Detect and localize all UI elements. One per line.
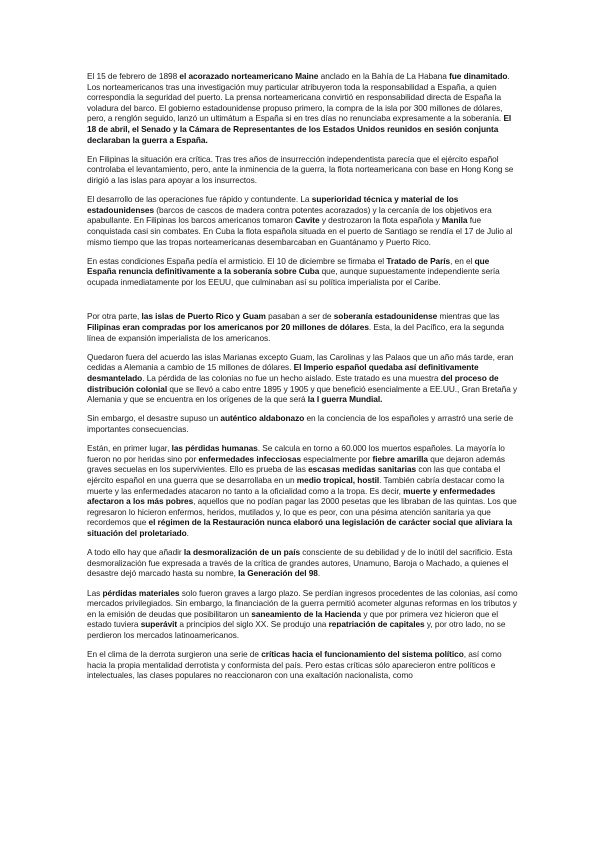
text-run: . [186,527,189,538]
bold-text: críticas hacia el funcionamiento del sistema político [261,649,464,660]
bold-text: las islas de Puerto Rico y Guam [141,311,266,322]
bold-text: la I guerra Mundial. [307,394,383,405]
bold-text: superioridad técnica y material de los estadounidenses [87,194,459,215]
bold-text: fiebre amarilla [372,453,428,464]
bold-text: superávit [140,619,178,630]
text-run: con las que contaba el ejército español en una guerra que se desarrollaba en un [87,464,501,485]
text-run: . También cabría destacar como la muerte y las enfermedades atacaron no tanto a la oficialidad como a la tropa. Es decir, [87,474,505,496]
paragraph [87,588,520,641]
text-run: , así como hacia la propia mentalidad derrotista y conformista del país. Pero estas críticas sólo aparecieron entre políticos e intelectuales, las clases populares no reaccionaron con una exaltación nacionalista, como [87,649,502,681]
text-run: . La pérdida de las colonias no fue un hecho aislado. Este tratado es una muestra [142,373,441,384]
bold-text: fue dinamitado [449,71,508,81]
text-run: En el clima de la derrota surgieron una serie de [87,649,262,660]
paragraph [87,194,520,247]
text-run: El 15 de febrero de 1898 [87,71,180,81]
paragraph [87,311,520,343]
text-run: . Esta, la del Pacífico, era la segunda línea de expansión imperialista de los americanos. [87,322,504,343]
text-run: mientras que las [437,311,500,322]
bold-text: Manila [441,215,468,226]
bold-text: el acorazado norteamericano Maine [179,71,319,81]
text-run: que se llevó a cabo entre 1895 y 1905 y que benefició esencialmente a EE.UU., Gran Bretaña y Alemania y que se encuentra en los orígenes de la que será [87,383,518,405]
bold-text: Filipinas eran compradas por los americanos por 20 millones de dólares [87,322,369,333]
text-run: y, por otro lado, no se perdieron los mercados latinoamericanos. [87,619,506,640]
bold-text: soberanía estadounidense [333,311,438,322]
text-run: , en el [450,255,475,266]
bold-text: que España renuncia definitivamente a la soberanía sobre Cuba [87,255,490,277]
paragraph [87,352,520,405]
text-run: Quedaron fuera del acuerdo las islas Marianas excepto Guam, las Carolinas y las Palaos que un año más tarde, eran cedidas a Alemania a cambio de 15 millones de dólares. [87,351,514,373]
text-run: (barcos de cascos de madera contra potentes acorazados) y la cercanía de los objetivos era apabullante. En Filipinas los barcos americanos tomaron [87,204,492,226]
text-run: El desarrollo de las operaciones fue rápido y contundente. La [87,194,312,205]
text-run: En Filipinas la situación era crítica. Tras tres años de insurrección independentista parecía que el ejército español controlaba el levantamiento, pero, ante la inminencia de la guerra, la flota norteamericana con base en Hong Kong se dirigió a las islas para apoyar a los insurrectos. [87,153,514,185]
text-run: y destrozaron la flota española y [319,215,442,226]
text-run: Están, en primer lugar, [87,443,172,454]
text-run: Sin embargo, el desastre supuso un [87,413,221,424]
bold-text: pérdidas materiales [102,587,180,598]
text-run: Las [87,587,103,598]
bold-text: escasas medidas sanitarias [308,464,417,475]
text-run: que dejaron además graves secuelas en los supervivientes. Ello es prueba de las [87,453,506,475]
text-run: pasaban a ser de [265,311,334,322]
bold-text: medio tropical, hostil [296,474,380,485]
document-body [87,71,520,689]
paragraph [87,443,520,538]
paragraph [87,547,520,579]
text-run: a principios del siglo XX. Se produjo una [177,619,329,630]
bold-text: auténtico aldabonazo [220,413,305,424]
bold-text: las pérdidas humanas [171,443,258,454]
text-run: . [317,568,321,579]
bold-text: Tratado de París [386,255,451,266]
text-run: . Los norteamericanos tras una investigación muy particular atribuyeron toda la responsabilidad a España, a quien correspondía la seguridad del puerto. La prensa norteamericana convirtió en responsabilidad directa de España la voladura del barco. El gobierno estadounidense propuso primero, la compra de la isla por 300 millones de dólares, pero, a renglón seguido, lanzó un ultimátum a España si en tres días no renunciaba expresamente a la soberanía. [87,71,510,124]
text-run: . Se calcula en torno a 60.000 los muertos españoles. La mayoría lo fueron no por heridas sino por [87,443,505,464]
bold-text: el régimen de la Restauración nunca elaboró una legislación de carácter social que aliviara la situación del proletariado [87,517,513,538]
bold-text: la desmoralización de un país [183,547,301,558]
text-run: anclado en la Bahía de La Habana [318,71,450,81]
text-run: , aquellos que no podían pagar las 2000 pesetas que les libraban de las quintas. Los que regresaron lo hicieron enfermos, heridos, mutilados y, lo que es peor, con una pésima atención sanitaria ya que recordemos que [87,496,517,528]
text-run: fue conquistada casi sin combates. En Cuba la flota española situada en el puerto de Santiago se rendía el 17 de Julio al mismo tiempo que las tropas norteamericanas desembarcaban en Guantánamo y Puerto Rico. [87,215,513,247]
text-run: en la conciencia de los españoles y arrastró una serie de importantes consecuencias. [87,413,514,434]
paragraph [87,649,520,681]
text-run: A todo ello hay que añadir [87,547,184,558]
bold-text: El 18 de abril, el Senado y la Cámara de Representantes de los Estados Unidos reunidos en sesión conjunta declaraban la guerra a España. [87,113,512,145]
bold-text: enfermedades infecciosas [198,453,302,464]
text-run: Por otra parte, [87,311,142,322]
text-run: y que por primera vez hicieron que el estado tuviera [87,608,499,630]
bold-text: El Imperio español quedaba así definitivamente desmantelado [87,362,479,384]
text-run: En estas condiciones España pedía el armisticio. El 10 de diciembre se firmaba el [87,255,387,266]
text-run: especialmente por [301,453,373,464]
text-run: consciente de su debilidad y de lo inútil del sacrificio. Esta desmoralización fue expresada a través de la crítica de grandes autores, Unamuno, Baroja o Machado, a quienes el desastre dejó marcado hasta su nombre, [87,547,513,579]
bold-text: saneamiento de la Hacienda [251,608,362,619]
bold-text: Cavite [294,215,320,226]
paragraph [87,413,520,434]
bold-text: del proceso de distribución colonial [87,373,499,394]
bold-text: muerte y enfermedades afectaron a los más pobres [87,485,496,507]
paragraph [87,256,520,288]
paragraph [87,154,520,186]
bold-text: la Generación del 98 [238,568,318,579]
paragraph [87,71,520,145]
bold-text: repatriación de capitales [328,619,425,630]
text-run: solo fueron graves a largo plazo. Se perdían ingresos procedentes de las colonias, así como mercados privilegiados. Sin embargo, la financiación de la guerra permitió acometer algunas reformas en los tributos y en la emisión de deudas que posibilitaron un [87,587,518,619]
text-run: que, aunque supuestamente independiente sería ocupada inmediatamente por los EEUU, que culminaban así su política imperialista por el Caribe. [87,266,500,287]
